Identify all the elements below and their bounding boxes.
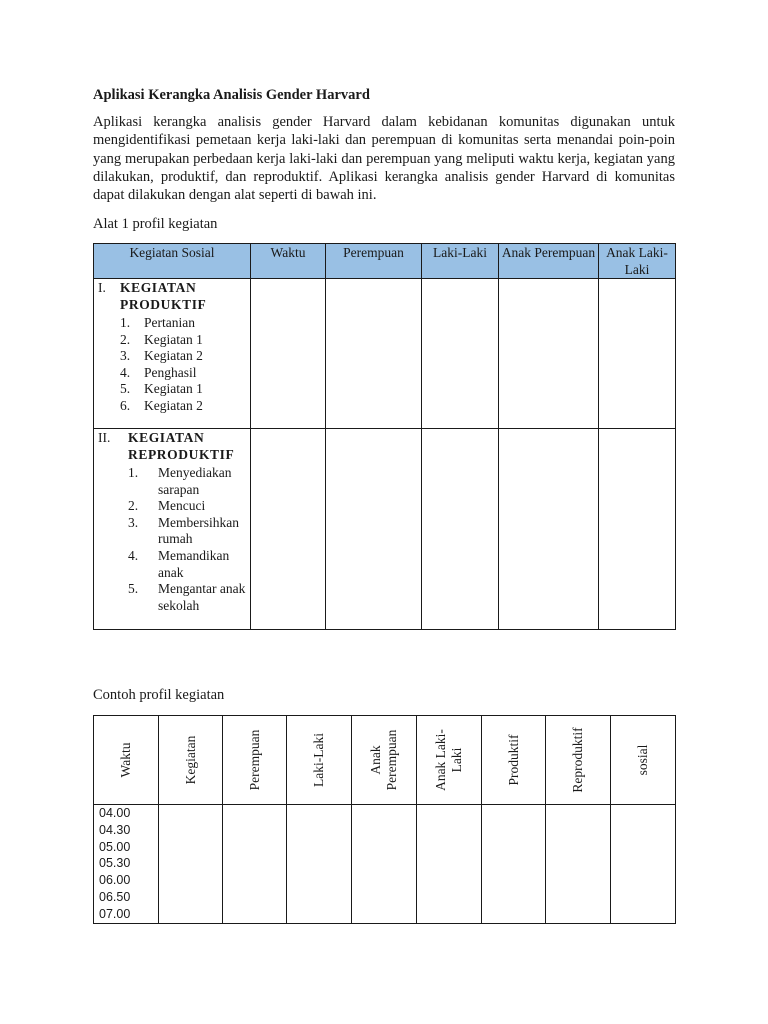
table-cell — [287, 805, 352, 924]
table1-caption: Alat 1 profil kegiatan — [93, 216, 218, 232]
table-cell — [482, 805, 546, 924]
table-cell — [326, 429, 422, 630]
col-header-perempuan: Perempuan — [326, 244, 422, 279]
table-row — [94, 429, 676, 630]
list-item: 1. Pertanian — [120, 315, 195, 330]
table-cell — [611, 805, 676, 924]
table-cell — [159, 805, 223, 924]
section-title: KEGIATAN PRODUKTIF — [120, 280, 207, 312]
col-header-perempuan: Perempuan — [223, 716, 287, 805]
list-item: 5. Kegiatan 1 — [120, 381, 203, 397]
example-profile-table — [93, 715, 676, 924]
list-item: 3. Kegiatan 2 — [120, 348, 203, 364]
col-header-anak-perempuan: Anak Perempuan — [499, 244, 599, 279]
list-item: 5. Mengantar anak sekolah — [128, 581, 246, 613]
col-header-anak-laki-laki: Anak Laki-Laki — [599, 244, 676, 279]
time-value: 04.30 — [99, 822, 131, 837]
col-header-anak-perempuan: Anak Perempuan — [352, 716, 417, 805]
col-header-waktu: Waktu — [251, 244, 326, 279]
section-list — [98, 465, 250, 614]
table-cell — [499, 429, 599, 630]
col-header-laki-laki: Laki-Laki — [287, 716, 352, 805]
table-cell — [599, 279, 676, 429]
section-produktif — [94, 279, 251, 429]
time-value: 07.00 — [99, 906, 131, 921]
activity-profile-table — [93, 243, 676, 630]
section-heading — [98, 279, 250, 313]
table-cell — [417, 805, 482, 924]
table2-caption: Contoh profil kegiatan — [93, 687, 225, 703]
list-item: 4. Penghasil — [120, 364, 197, 380]
list-item: 1. Menyediakan sarapan — [128, 465, 232, 497]
time-value: 04.00 — [99, 806, 131, 820]
time-value: 05.30 — [99, 856, 131, 871]
section-title: KEGIATAN REPRODUKTIF — [128, 430, 235, 462]
table-cell — [422, 279, 499, 429]
section-list — [98, 315, 250, 415]
col-header-kegiatan: Kegiatan — [159, 716, 223, 805]
col-header-kegiatan-sosial: Kegiatan Sosial — [94, 244, 251, 279]
section-number: II. — [98, 430, 111, 445]
col-header-sosial: sosial — [611, 716, 676, 805]
col-header-anak-laki-laki: Anak Laki- Laki — [417, 716, 482, 805]
time-value: 05.00 — [99, 839, 131, 854]
col-header-produktif: Produktif — [482, 716, 546, 805]
time-cell — [94, 805, 159, 924]
col-header-reproduktif: Reproduktif — [546, 716, 611, 805]
table-row — [94, 805, 676, 924]
table-row — [94, 279, 676, 429]
table-cell — [223, 805, 287, 924]
table-cell — [352, 805, 417, 924]
time-value: 06.50 — [99, 889, 131, 904]
table-cell — [251, 279, 326, 429]
table-cell — [326, 279, 422, 429]
table-cell — [422, 429, 499, 630]
time-value: 06.00 — [99, 873, 131, 888]
table-cell — [546, 805, 611, 924]
list-item: 2. Kegiatan 1 — [120, 331, 203, 347]
section-heading — [98, 429, 250, 463]
table-cell — [599, 429, 676, 630]
list-item: 6. Kegiatan 2 — [120, 397, 203, 413]
document-heading: Aplikasi Kerangka Analisis Gender Harvard — [93, 87, 370, 103]
list-item: 3. Membersihkan rumah — [128, 514, 239, 547]
list-item: 4. Memandikan anak — [128, 547, 230, 580]
table2-header-row — [94, 716, 676, 805]
section-number: I. — [98, 280, 106, 295]
intro-paragraph: Aplikasi kerangka analisis gender Harvard dalam kebidanan komunitas digunakan untuk mengidentifikasi pemetaan kerja laki-laki dan perempuan di komunitas serta menandai poin-poin yang merupakan perbedaan kerja laki-laki dan perempuan yang meliputi waktu kerja, kegiatan yang dilakukan, produktif, dan reproduktif. Aplikasi kerangka analisis gender Harvard di komunitas dapat dilakukan dengan alat seperti di bawah ini. — [93, 114, 675, 204]
list-item: 2. Mencuci — [128, 498, 206, 514]
table-cell — [251, 429, 326, 630]
col-header-laki-laki: Laki-Laki — [422, 244, 499, 279]
table1-header-row — [94, 244, 676, 279]
section-reproduktif — [94, 429, 251, 630]
col-header-waktu: Waktu — [94, 716, 159, 805]
table-cell — [499, 279, 599, 429]
